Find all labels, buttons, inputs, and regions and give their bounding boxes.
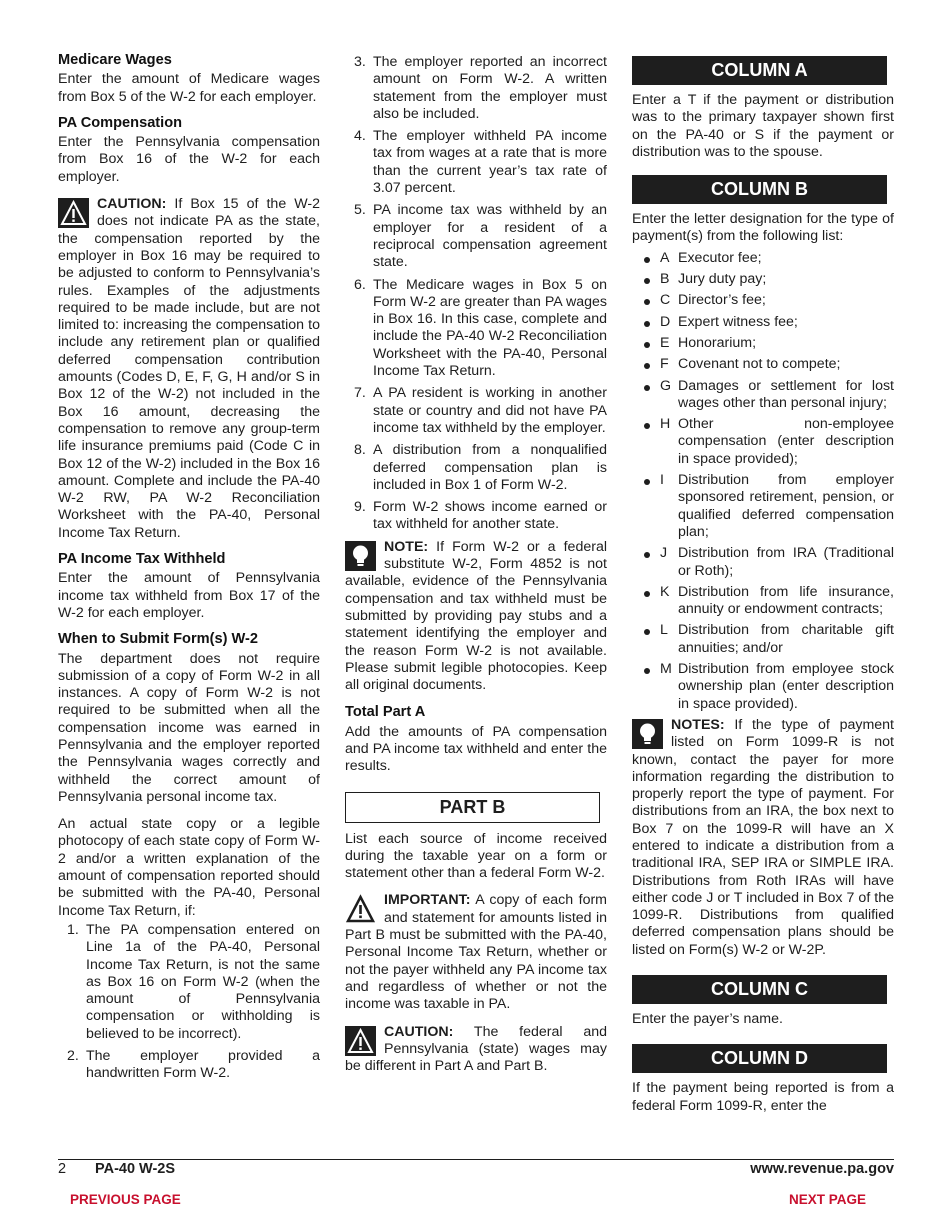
list-item: 5. PA income tax was withheld by an employer for a resident of a reciprocal compensation agreement state. bbox=[354, 202, 607, 271]
column-3 bbox=[632, 52, 894, 1115]
caution-text: The federal and Pennsylvania (state) wages may be different in Part A and Part B. bbox=[345, 1023, 607, 1075]
column-1 bbox=[58, 52, 320, 1088]
list-item: 4. The employer withheld PA income tax from wages at a rate that is more than the current year’s tax rate of 3.07 percent. bbox=[354, 128, 607, 197]
list-item: 2. The employer provided a handwritten Form W-2. bbox=[67, 1048, 320, 1082]
note-block bbox=[345, 539, 607, 695]
form-name: PA-40 W-2S bbox=[95, 1161, 176, 1177]
note-text: If Form W-2 or a federal substitute W-2, Form 4852 is not available, evidence of the Pennsylvania compensation and tax withheld must be submitted by providing pay stubs and a statement identifying the employer and the reason Form W-2 is not available. Please submit legible photocopies. Keep all original documents. bbox=[345, 538, 607, 694]
pa-tax-withheld-text: Enter the amount of Pennsylvania income tax withheld from Box 17 of the W-2 for each employer. bbox=[58, 570, 320, 621]
next-page-link[interactable]: NEXT PAGE bbox=[788, 1192, 866, 1207]
list-item: I Distribution from employer sponsored retirement, pension, or qualified deferred compensation plan; bbox=[632, 472, 894, 541]
caution-title: CAUTION: bbox=[384, 1023, 454, 1040]
when-to-submit-heading: When to Submit Form(s) W-2 bbox=[58, 631, 258, 648]
lightbulb-icon bbox=[632, 719, 663, 749]
lightbulb-icon bbox=[345, 541, 376, 571]
column-d-text: If the payment being reported is from a federal Form 1099-R, enter the bbox=[632, 1080, 894, 1114]
list-item: G Damages or settlement for lost wages other than personal injury; bbox=[632, 378, 894, 413]
list-item: E Honorarium; bbox=[632, 335, 894, 352]
column-b-banner: COLUMN B bbox=[632, 175, 887, 204]
notes-block bbox=[632, 717, 894, 959]
notes-title: NOTES: bbox=[671, 716, 725, 733]
page-number: 2 bbox=[58, 1161, 67, 1177]
important-block bbox=[345, 892, 607, 1013]
caution-triangle-icon bbox=[345, 894, 376, 924]
note-title: NOTE: bbox=[384, 538, 429, 555]
caution-text: If Box 15 of the W-2 does not indicate PA as the state, the compensation reported by the employer in Box 16 may be required to be adjusted to conform to Pennsylvania’s rules. Examples of the adjustments required to be made include, but are not limited to: increasing the compensation to include any retirement plan or qualified deferred compensation contribution amounts (Codes D, E, F, G, H and/or S in Box 12 of the W-2) not included in the Box 16 amount, decreasing the compensation to remove any group-term life insurance premiums paid (Code C in Box 12 of the W-2) included in the Box 16 amount. Complete and include the PA-40 W-2 RW, PA W-2 Reconciliation Worksheet with the PA-40, Personal Income Tax Return. bbox=[58, 196, 320, 541]
list-item: 1. The PA compensation entered on Line 1a of the PA-40, Personal Income Tax Return, is not the same as Box 16 on Form W-2 (when the amount of Pennsylvania compensation or withholding is believed to be incorrect). bbox=[67, 921, 320, 1042]
footer-divider bbox=[58, 1159, 894, 1160]
notes-text: If the type of payment listed on Form 1099-R is not known, contact the payer for more information regarding the distribution to properly report the type of payment. For distributions from an IRA, the box next to Box 7 on the 1099-R will have an X entered to indicate a distribution from a traditional IRA, SEP IRA or SIMPLE IRA. Distributions from Roth IRAs will have either code J or T included in Box 7 of the 1099-R. Distributions from qualified deferred compensation plans should be listed on Form(s) W-2 or W-2P. bbox=[632, 716, 894, 958]
pa-compensation-text: Enter the Pennsylvania compensation from Box 16 of the W-2 for each employer. bbox=[58, 134, 320, 185]
pa-tax-withheld-heading: PA Income Tax Withheld bbox=[58, 551, 226, 568]
list-item: D Expert witness fee; bbox=[632, 314, 894, 331]
caution-triangle-icon bbox=[345, 1026, 376, 1056]
previous-page-link[interactable]: PREVIOUS PAGE bbox=[70, 1192, 181, 1207]
website-link[interactable]: www.revenue.pa.gov bbox=[750, 1161, 894, 1177]
total-part-a-text: Add the amounts of PA compensation and PA income tax withheld and enter the results. bbox=[345, 723, 607, 775]
list-item: 3. The employer reported an incorrect amount on Form W-2. A written statement from the employer must also be included. bbox=[354, 54, 607, 122]
list-item: B Jury duty pay; bbox=[632, 271, 894, 288]
submit-conditions-list-a bbox=[58, 922, 320, 1083]
caution-block bbox=[58, 196, 320, 542]
caution-block-2 bbox=[345, 1024, 607, 1076]
caution-triangle-icon bbox=[58, 198, 89, 228]
pa-compensation-heading: PA Compensation bbox=[58, 114, 183, 131]
list-item: M Distribution from employee stock ownership plan (enter description in space provided). bbox=[632, 661, 894, 713]
submit-conditions-list-b bbox=[345, 54, 607, 534]
column-a-banner: COLUMN A bbox=[632, 56, 887, 85]
medicare-wages-heading: Medicare Wages bbox=[58, 52, 172, 68]
caution-title: CAUTION: bbox=[97, 196, 167, 213]
column-c-banner: COLUMN C bbox=[632, 975, 887, 1004]
medicare-wages-text: Enter the amount of Medicare wages from Box 5 of the W-2 for each employer. bbox=[58, 71, 320, 105]
important-title: IMPORTANT: bbox=[384, 892, 471, 909]
total-part-a-heading: Total Part A bbox=[345, 704, 426, 721]
payment-type-list bbox=[632, 250, 894, 713]
list-item: L Distribution from charitable gift annuities; and/or bbox=[632, 622, 894, 657]
list-item: 9. Form W-2 shows income earned or tax withheld for another state. bbox=[354, 499, 607, 533]
list-item: H Other non-employee compensation (enter description in space provided); bbox=[632, 416, 894, 468]
column-a-text: Enter a T if the payment or distribution was to the primary taxpayer shown first on the PA-40 or S if the payment or distribution was to the spouse. bbox=[632, 92, 894, 160]
list-item: 7. A PA resident is working in another state or country and did not have PA income tax withheld by the employer. bbox=[354, 385, 607, 436]
list-item: C Director’s fee; bbox=[632, 292, 894, 309]
when-to-submit-text-1: The department does not require submission of a copy of Form W-2 in all instances. A copy of Form W-2 is not required to be submitted when all the compensation income was earned in Pennsylvania and the employer reported the Pennsylvania wages correctly and withheld the correct amount of Pennsylvania personal income tax. bbox=[58, 650, 320, 805]
list-item: 6. The Medicare wages in Box 5 on Form W-2 are greater than PA wages in Box 16. In this case, complete and include the PA-40 W-2 Reconciliation Worksheet with the PA-40, Personal Income Tax Return. bbox=[354, 276, 607, 380]
column-c-text: Enter the payer’s name. bbox=[632, 1011, 783, 1028]
list-item: F Covenant not to compete; bbox=[632, 356, 894, 373]
list-item: K Distribution from life insurance, annuity or endowment contracts; bbox=[632, 584, 894, 619]
column-b-text: Enter the letter designation for the type of payment(s) from the following list: bbox=[632, 211, 894, 245]
when-to-submit-text-2: An actual state copy or a legible photocopy of each state copy of Form W-2 and/or a written explanation of the amount of compensation reported should be submitted with the PA-40, Personal Income Tax Return, if: bbox=[58, 816, 320, 919]
column-2 bbox=[345, 52, 607, 1075]
list-item: A Executor fee; bbox=[632, 250, 894, 267]
part-b-text: List each source of income received during the taxable year on a form or statement other than a federal Form W-2. bbox=[345, 830, 607, 882]
list-item: J Distribution from IRA (Traditional or Roth); bbox=[632, 545, 894, 580]
list-item: 8. A distribution from a nonqualified deferred compensation plan is included in Box 1 of Form W-2. bbox=[354, 442, 607, 493]
column-d-banner: COLUMN D bbox=[632, 1044, 887, 1073]
important-text: A copy of each form and statement for amounts listed in Part B must be submitted with the PA-40, Personal Income Tax Return, whether or not the payer withheld any PA income tax and regardless of whether or not the income was taxable in PA. bbox=[345, 892, 607, 1013]
part-b-banner: PART B bbox=[345, 792, 600, 823]
